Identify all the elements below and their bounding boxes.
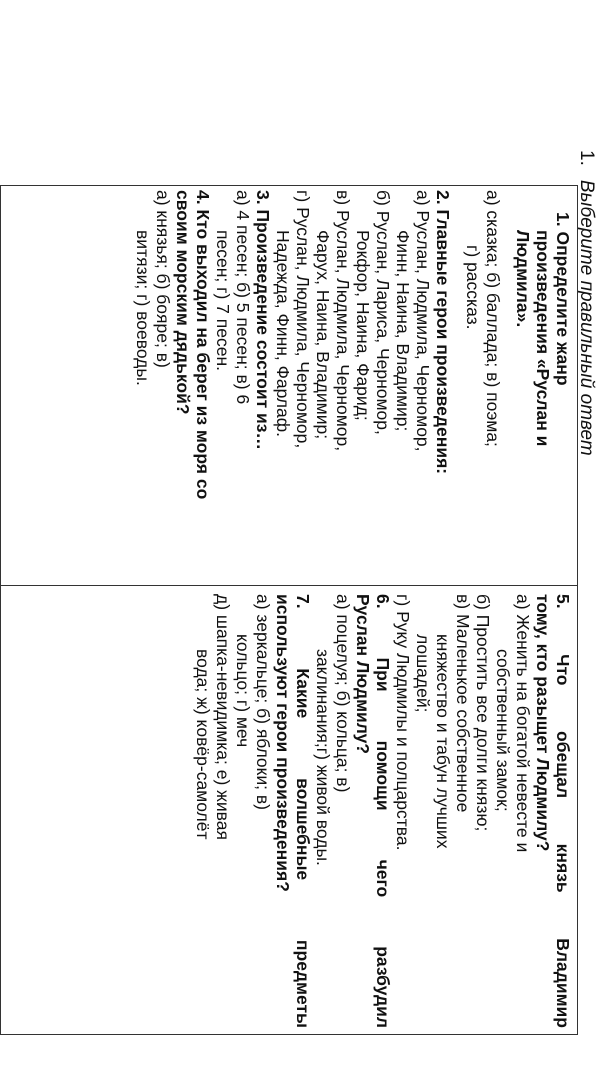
question-4 [173, 190, 213, 579]
question-7-options-2-cont: вода; ж) ковёр-самолёт [193, 649, 213, 840]
question-2-option-a-cont: Финн, Наина, Владимир; [393, 230, 413, 432]
question-7-options-2: д) шапка-невидимка; е) живая [213, 594, 233, 840]
question-2-option-b: б) Руслан, Лариса, Черномор, [373, 190, 393, 435]
question-5-line-1: 5. Что обещал князь Владимир [553, 594, 573, 1028]
question-1-line-2: произведения «Руслан и [533, 230, 553, 447]
question-5-option-c: в) Маленькое собственное [453, 594, 473, 813]
question-2-option-c: в) Руслан, Людмила, Черномор, [333, 190, 353, 452]
question-6-line-2: Руслан Людмилу? [353, 594, 373, 755]
question-5-option-c-cont-1: княжество и табун лучших [433, 634, 453, 849]
question-6-options-cont: заклинания;г) живой воды. [313, 649, 333, 866]
question-5-option-b: б) Простить все долги князю; [473, 594, 493, 832]
question-1-option-d: г) рассказ. [463, 245, 483, 330]
instruction-text: Выберите правильный ответ [576, 179, 597, 456]
question-2-option-d-cont: Надежда, Финн, Фарлаф. [273, 230, 293, 438]
question-1-line-1: 1. Определите жанр [553, 212, 573, 386]
question-5-option-a-cont: собственный замок; [493, 649, 513, 812]
instruction-number: 1. [576, 150, 597, 166]
question-7-line-1: 7. Какие волшебные предметы [293, 594, 313, 1028]
question-7-options: а) зеркальце; б) яблоки; в) [253, 594, 273, 810]
question-5-option-c-cont-2: лошадей; [413, 634, 433, 713]
question-5-option-d: г) Руку Людмилы и полцарства. [393, 594, 413, 851]
question-5-line-2: тому, кто разыщет Людмилу? [533, 594, 553, 852]
right-column [1, 586, 577, 1034]
question-4-options: а) князья; б) бояре; в) [153, 190, 173, 368]
question-1 [513, 190, 573, 579]
instruction [575, 150, 597, 456]
question-4-options-cont: витязи; г) воеводы. [133, 230, 153, 386]
question-2-option-d: г) Руслан, Людмила, Черномор, [293, 190, 313, 449]
questions-table [0, 185, 578, 1035]
question-2-option-b-cont: Рокфор, Наина, Фарид; [353, 230, 373, 421]
left-column [1, 186, 577, 586]
question-6-line-1: 6. При помощи чего разбудил [373, 594, 393, 1028]
question-1-line-3: Людмила». [513, 230, 533, 328]
question-6 [353, 594, 393, 1028]
question-3-options: а) 4 песен; б) 5 песен; в) 6 [233, 190, 253, 405]
question-6-options: а) поцелуя; б) кольца; в) [333, 594, 353, 793]
question-4-line-2: своим морским дядькой? [173, 190, 193, 415]
question-7-options-cont: кольцо; г) меч [233, 634, 253, 748]
question-1-options: а) сказка; б) баллада; в) поэма; [483, 190, 503, 447]
question-4-line-1: 4. Кто выходил на берег из моря со [193, 190, 213, 500]
question-3: 3. Произведение состоит из… [253, 190, 273, 450]
question-2-option-c-cont: Фарух, Наина, Владимир; [313, 230, 333, 440]
question-3-options-cont: песен; г) 7 песен. [213, 230, 233, 371]
question-2-option-a: а) Руслан, Людмила, Черномор, [413, 190, 433, 452]
question-7 [273, 594, 313, 1028]
question-7-line-2: используют герои произведения? [273, 594, 293, 892]
question-5 [533, 594, 573, 1028]
question-5-option-a: а) Женить на богатой невесте и [513, 594, 533, 853]
question-2: 2. Главные герои произведения: [433, 190, 453, 475]
